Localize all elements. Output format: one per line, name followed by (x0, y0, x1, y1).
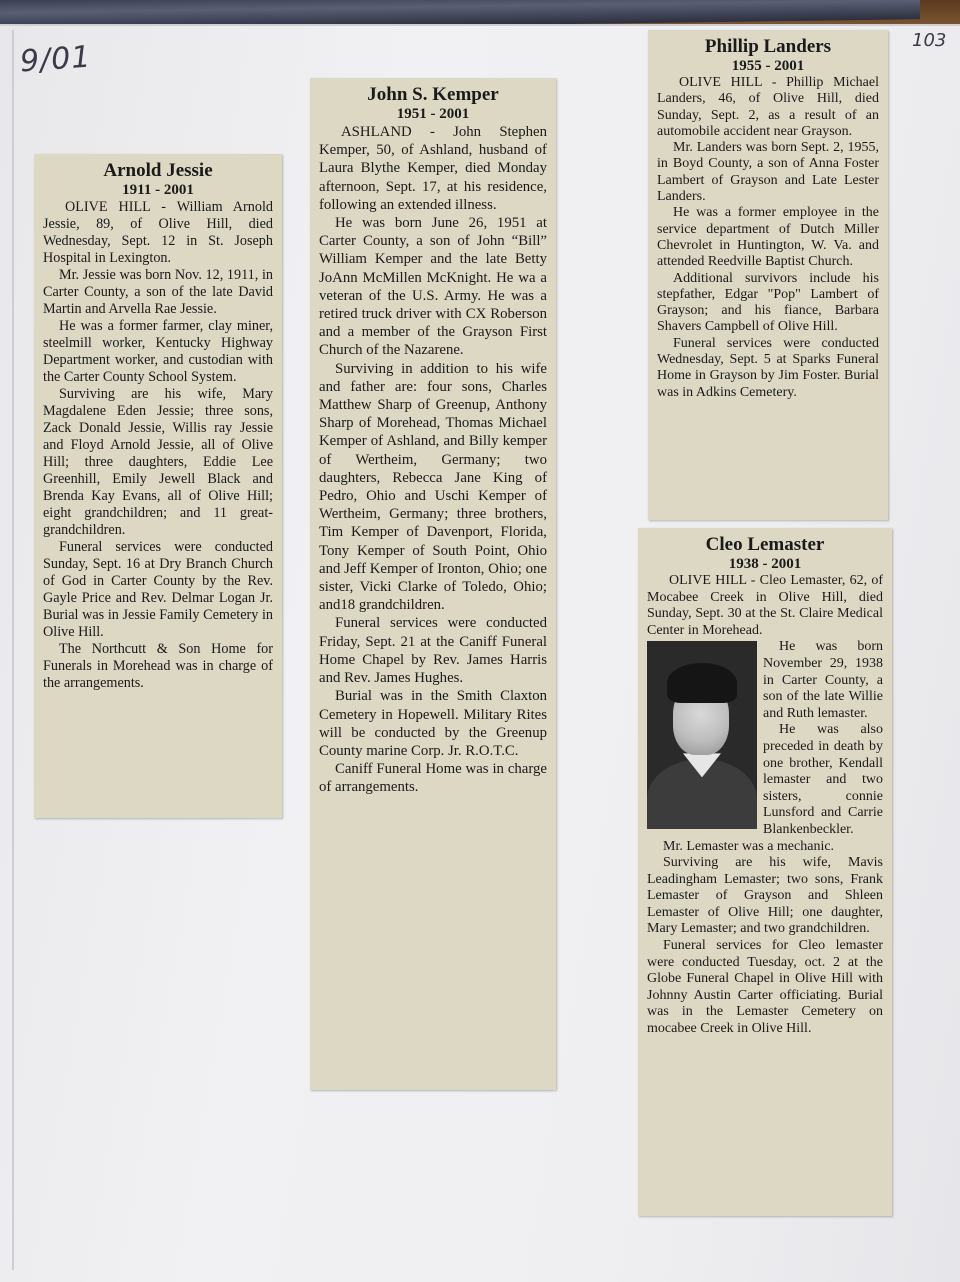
obituary-paragraph: Mr. Landers was born Sept. 2, 1955, in Boyd County, a son of Anna Foster Lambert of Grayson and Late Lester Landers. (657, 140, 879, 205)
obituary-years: 1938 - 2001 (728, 556, 802, 572)
obituary-clipping-cleo-lemaster (638, 528, 892, 1216)
obituary-paragraph: Mr. Jessie was born Nov. 12, 1911, in Carter County, a son of the late David Martin and Arvella Rae Jessie. (43, 267, 273, 317)
obituary-paragraph: He was born November 29, 1938 in Carter County, a son of the late Willie and Ruth lemaster. (763, 639, 883, 721)
obituary-paragraph: ASHLAND - John Stephen Kemper, 50, of Ashland, husband of Laura Blythe Kemper, died Monday afternoon, Sept. 17, at his residence, following an extended illness. (319, 124, 547, 213)
obituary-paragraph: Additional survivors include his stepfather, Edgar "Pop" Lambert of Grayson; and his fiance, Barbara Shavers Campbell of Olive Hill. (657, 270, 879, 335)
obituary-paragraph: OLIVE HILL - Phillip Michael Landers, 46, of Olive Hill, died Sunday, Sept. 2, as a result of an automobile accident near Grayson. (657, 75, 879, 139)
obituary-name: Phillip Landers (704, 36, 832, 57)
obituary-paragraph: Surviving are his wife, Mavis Leadingham Lemaster; two sons, Frank Lemaster of Grayson and Shleen Lemaster of Olive Hill; one daughter, Mary Lemaster; and two grandchildren. (647, 855, 883, 937)
obituary-paragraph: OLIVE HILL - Cleo Lemaster, 62, of Mocabee Creek in Olive Hill, died Sunday, Sept. 30 at the St. Claire Medical Center in Morehead. (647, 573, 883, 638)
obituary-clipping-john-kemper (310, 78, 556, 1090)
obituary-paragraph: He was also preceded in death by one brother, Kendall lemaster and two sisters, connie Lunsford and Carrie Blankenbeckler. (763, 722, 883, 837)
obituary-name: John S. Kemper (367, 84, 499, 105)
obituary-years: 1951 - 2001 (396, 106, 470, 122)
obituary-years: 1955 - 2001 (731, 58, 805, 74)
obituary-name: Arnold Jessie (103, 160, 213, 181)
obituary-paragraph: Funeral services were conducted Sunday, Sept. 16 at Dry Branch Church of God in Carter County by the Rev. Gayle Price and Rev. Delmar Logan Jr. Burial was in Jessie Family Cemetery in Olive Hill. (43, 539, 273, 640)
sheet-protector-edge (12, 30, 14, 1270)
obituary-paragraph: He was a former farmer, clay miner, steelmill worker, Kentucky Highway Department worker, and custodian with the Carter County School System. (43, 318, 273, 385)
obituary-paragraph: Burial was in the Smith Claxton Cemetery in Hopewell. Military Rites will be conducted by the Greenup County marine Corp. Jr. R.O.T.C. (319, 688, 547, 759)
obituary-paragraph: Funeral services were conducted Wednesday, Sept. 5 at Sparks Funeral Home in Grayson by Jim Foster. Burial was in Adkins Cemetery. (657, 335, 879, 400)
obituary-years: 1911 - 2001 (122, 182, 194, 198)
obituary-paragraph: Surviving are his wife, Mary Magdalene Eden Jessie; three sons, Zack Donald Jessie, Willis ray Jessie and Floyd Arnold Jessie, all of Olive Hill; three daughters, Eddie Lee Greenhill, Emily Jewell Black and Brenda Kay Evans, all of Olive Hill; eight grandchildren; and 11 great-grandchildren. (43, 386, 273, 538)
handwritten-page-number: 103 (912, 30, 947, 51)
obituary-paragraph: He was born June 26, 1951 at Carter County, a son of John “Bill” William Kemper and the late Betty JoAnn McMillen McKnight. He wa a veteran of the U.S. Army. He was a retired truck driver with CX Roberson and a member of the Grayson First Church of the Nazarene. (319, 215, 547, 359)
handwritten-date: 9/01 (18, 39, 93, 80)
obituary-paragraph: Funeral services were conducted Friday, Sept. 21 at the Caniff Funeral Home Chapel by Rev. James Harris and Rev. James Hughes. (319, 615, 547, 687)
obituary-paragraph: Surviving in addition to his wife and father are: four sons, Charles Matthew Sharp of Greenup, Anthony Sharp of Morehead, Thomas Michael Kemper of Ashland, and Billy kemper of Wertheim, Germany; two daughters, Rebecca Jane King of Pedro, Ohio and Uschi Kemper of Wertheim, Germany; three brothers, Tim Kemper of Davenport, Florida, Tony Kemper of South Point, Ohio and Jeff Kemper of Ironton, Ohio; one sister, Vicki Clarke of Toledo, Ohio; and18 grandchildren. (319, 360, 547, 614)
portrait-photo (647, 641, 757, 829)
obituary-clipping-arnold-jessie (34, 154, 282, 818)
obituary-paragraph: Caniff Funeral Home was in charge of arrangements. (319, 761, 547, 796)
obituary-paragraph: Funeral services for Cleo lemaster were conducted Tuesday, oct. 2 at the Globe Funeral Chapel in Olive Hill with Johnny Austin Carter officiating. Burial was in the Lemaster Cemetery on mocabee Creek in Olive Hill. (647, 938, 883, 1037)
obituary-name: Cleo Lemaster (705, 534, 825, 555)
obituary-paragraph: He was a former employee in the service department of Dutch Miller Chevrolet in Huntington, W. Va. and attended Reedville Baptist Church. (657, 205, 879, 270)
obituary-paragraph: OLIVE HILL - William Arnold Jessie, 89, of Olive Hill, died Wednesday, Sept. 12 in St. Joseph Hospital in Lexington. (43, 199, 273, 266)
obituary-paragraph: Mr. Lemaster was a mechanic. (663, 838, 835, 854)
obituary-paragraph: The Northcutt & Son Home for Funerals in Morehead was in charge of the arrangements. (43, 641, 273, 691)
obituary-clipping-phillip-landers (648, 30, 888, 520)
